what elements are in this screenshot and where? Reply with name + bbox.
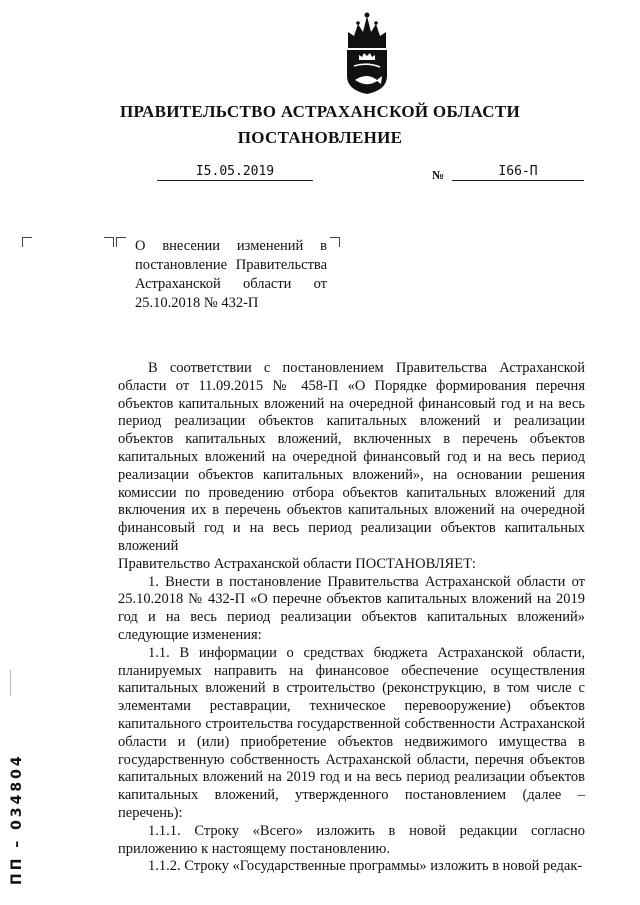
item-1-1-paragraph: 1.1. В информации о средствах бюджета Астраханской области, планируемых направить на финансовое обеспечение осуществления капитальных вложений в строительство (реконструкцию, в том числе с элементами реставрации, техническое перевооружение) объектов капитального строительства государственной собственности Астраханской области и (или) приобретение объектов недвижимого имущества в государственную собственность Астраханской области, перечня объектов капитальных вложений на 2019 год и на весь период реализации объектов капитальных вложений, утвержденного постановлением (далее – перечень): xyxy=(118,644,585,821)
document-type: ПОСТАНОВЛЕНИЕ xyxy=(237,128,403,147)
government-title: ПРАВИТЕЛЬСТВО АСТРАХАНСКОЙ ОБЛАСТИ xyxy=(120,102,520,121)
item-1-1-2-paragraph: 1.1.2. Строку «Государственные программы» изложить в новой редак- xyxy=(148,858,583,875)
corner-mark xyxy=(330,237,340,247)
corner-mark xyxy=(104,237,114,247)
document-subject: О внесении изменений в постановление Правительства Астраханской области от 25.10.2018 № 432-П xyxy=(135,238,327,311)
document-date: I5.05.2019 xyxy=(157,164,313,181)
corner-mark xyxy=(22,237,32,247)
number-sign: № xyxy=(432,168,445,182)
resolves-paragraph: Правительство Астраханской области ПОСТАНОВЛЯЕТ: xyxy=(118,555,476,572)
document-number: I66-П xyxy=(452,164,584,181)
form-serial-number: ПП – 034804 xyxy=(9,753,25,885)
corner-mark xyxy=(116,237,126,247)
item-1-1-1-paragraph: 1.1.1. Строку «Всего» изложить в новой редакции согласно приложению к настоящему постановлению. xyxy=(118,822,585,857)
item-1-paragraph: 1. Внести в постановление Правительства Астраханской области от 25.10.2018 № 432-П «О перечне объектов капитальных вложений на 2019 год и на весь период реализации объектов капитальных вложений» следующие изменения: xyxy=(118,573,585,643)
document-body xyxy=(118,360,585,876)
preamble-paragraph: В соответствии с постановлением Правительства Астраханской области от 11.09.2015 № 458-П «О Порядке формирования перечня объектов капитальных вложений на очередной финансовый год и на весь период реализации объектов капитальных вложений и реализации объектов капитальных вложений, включенных в перечень объектов капитальных вложений на очередной финансовый год и на весь период реализации объектов капитальных вложений», на основании решения комиссии по проведению отбора объектов капитальных вложений для включения их в перечень объектов капитальных вложений на очередной финансовый год и на весь период реализации объектов капитальных вложений xyxy=(118,360,585,554)
astrakhan-coat-of-arms-icon xyxy=(342,10,392,96)
margin-mark xyxy=(10,670,17,696)
